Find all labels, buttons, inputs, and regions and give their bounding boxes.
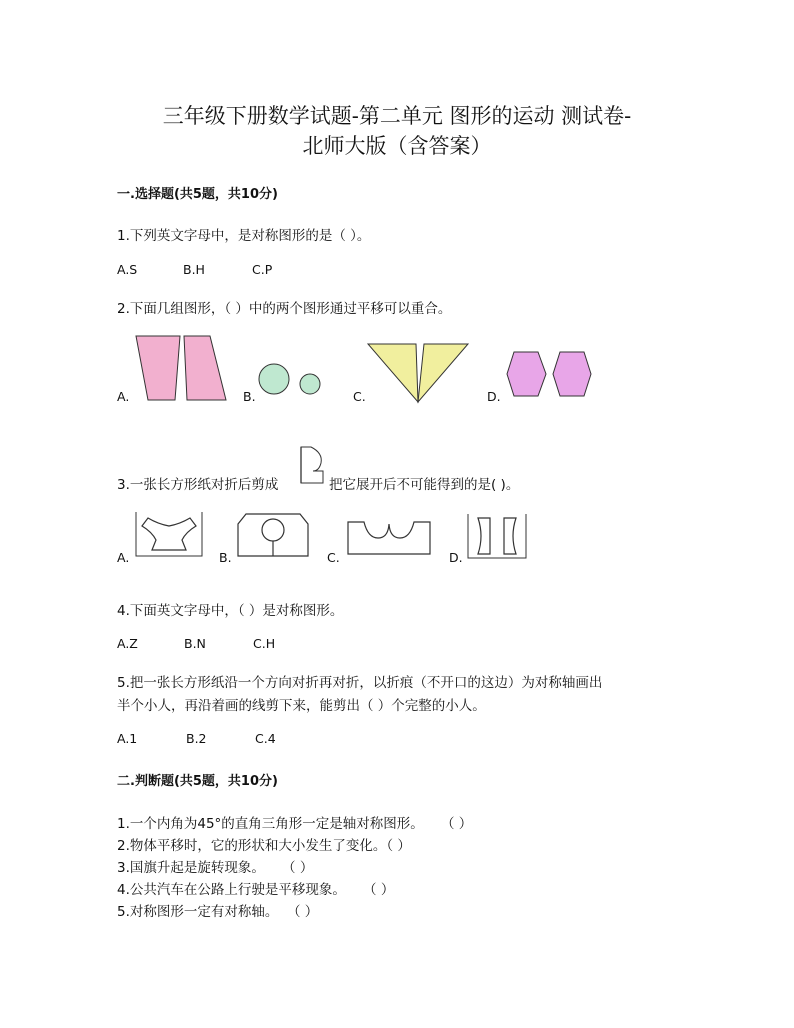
q4-option-c: C.H — [253, 636, 276, 651]
q3-label-a: A. — [117, 550, 130, 565]
q5-option-a: A.1 — [117, 731, 138, 746]
q3-figure-c — [344, 518, 434, 558]
q3-figure-b — [236, 512, 311, 560]
q3-label-b: B. — [219, 550, 232, 565]
page-title-line1: 三年级下册数学试题-第二单元 图形的运动 测试卷- — [162, 104, 632, 128]
q3-label-c: C. — [327, 550, 340, 565]
q3-label-d: D. — [449, 550, 463, 565]
question-5-line2: 半个小人，再沿着画的线剪下来，能剪出（ ）个完整的小人。 — [117, 698, 486, 714]
judgment-item-4: 4.公共汽车在公路上行驶是平移现象。 （ ） — [117, 882, 395, 898]
judgment-item-5: 5.对称图形一定有对称轴。 （ ） — [117, 904, 319, 920]
q1-option-a: A.S — [117, 262, 138, 277]
q2-label-d: D. — [487, 389, 501, 404]
q5-option-c: C.4 — [255, 731, 276, 746]
q3-figure-a — [134, 510, 204, 560]
question-5-line1: 5.把一张长方形纸沿一个方向对折再对折，以折痕（不开口的这边）为对称轴画出 — [117, 675, 603, 691]
q3-folded-paper-figure — [299, 445, 329, 485]
question-3-part2: 把它展开后不可能得到的是( )。 — [329, 477, 520, 493]
q2-label-a: A. — [117, 389, 130, 404]
question-1: 1.下列英文字母中，是对称图形的是（ ）。 — [117, 228, 371, 244]
q4-option-b: B.N — [184, 636, 206, 651]
q2-label-b: B. — [243, 389, 256, 404]
judgment-item-3: 3.国旗升起是旋转现象。 （ ） — [117, 860, 314, 876]
q2-label-c: C. — [353, 389, 366, 404]
q2-figure-d — [505, 350, 600, 400]
q2-figure-a — [132, 334, 232, 404]
q1-option-b: B.H — [183, 262, 205, 277]
q1-option-c: C.P — [252, 262, 273, 277]
question-2: 2.下面几组图形，（ ）中的两个图形通过平移可以重合。 — [117, 301, 452, 317]
q3-figure-d — [466, 512, 528, 560]
page-title-line2: 北师大版（含答案） — [302, 134, 492, 158]
question-3-part1: 3.一张长方形纸对折后剪成 — [117, 477, 279, 493]
section1-heading: 一.选择题(共5题，共10分) — [117, 187, 278, 202]
q2-figure-b — [255, 360, 330, 400]
section2-heading: 二.判断题(共5题，共10分) — [117, 774, 278, 789]
question-4: 4.下面英文字母中，（ ）是对称图形。 — [117, 603, 344, 619]
judgment-item-2: 2.物体平移时，它的形状和大小发生了变化。（ ） — [117, 838, 411, 854]
q5-option-b: B.2 — [186, 731, 207, 746]
judgment-item-1: 1.一个内角为45°的直角三角形一定是轴对称图形。 （ ） — [117, 816, 473, 832]
q2-figure-c — [366, 340, 471, 405]
q4-option-a: A.Z — [117, 636, 138, 651]
